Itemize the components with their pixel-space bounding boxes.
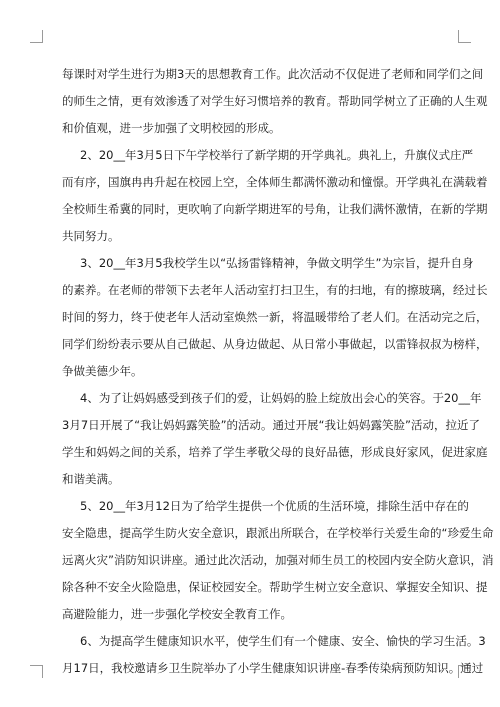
paragraph-5-line-4: 除各种不安全火险隐患，保证校园安全。帮助学生树立安全意识、掌握安全知识、提: [62, 580, 488, 594]
paragraph-4-line-2: 3月7日开展了“我让妈妈露笑脸”的活动。通过开展“我让妈妈露笑脸”活动，拉近了: [62, 418, 480, 432]
paragraph-3-line-1: 3、20__年3月5我校学生以“弘扬雷锋精神，争做文明学生”为宗旨，提升自身: [80, 256, 474, 270]
paragraph-4-line-4: 和谐美满。: [62, 472, 120, 486]
paragraph-3-line-2: 的素养。在老师的带领下去老年人活动室打扫卫生，有的扫地，有的擦玻璃，经过长: [62, 283, 488, 297]
paragraph-1-line-1: 每课时对学生进行为期3天的思想教育工作。此次活动不仅促进了老师和同学们之间: [62, 67, 484, 81]
paragraph-1-line-3: 和价值观，进一步加强了文明校园的形成。: [62, 121, 281, 135]
crop-mark-top-left: [30, 30, 43, 43]
paragraph-4-line-1: 4、为了让妈妈感受到孩子们的爱，让妈妈的脸上绽放出会心的笑容。于20__年: [80, 391, 482, 405]
paragraph-2-line-4: 共同努力。: [62, 229, 120, 243]
crop-mark-top-right: [458, 30, 471, 43]
paragraph-6-line-2: 月17日，我校邀请乡卫生院举办了小学生健康知识讲座-春季传染病预防知识。通过: [62, 661, 484, 675]
paragraph-3-line-3: 时间的努力，终于使老年人活动室焕然一新，将温暖带给了老人们。在活动完之后，: [62, 310, 488, 324]
crop-mark-bottom-left: [30, 665, 43, 678]
paragraph-5-line-5: 高避险能力，进一步强化学校安全教育工作。: [62, 607, 292, 621]
paragraph-1-line-2: 的师生之情，更有效渗透了对学生好习惯培养的教育。帮助同学树立了正确的人生观: [62, 94, 488, 108]
paragraph-5-line-3: 远离火灾”消防知识讲座。通过此次活动，加强对师生员工的校园内安全防火意识，消: [62, 553, 494, 567]
paragraph-5-line-1: 5、20__年3月12日为了给学生提供一个优质的生活环境，排除生活中存在的: [80, 499, 469, 513]
paragraph-3-line-4: 同学们纷纷表示要从自己做起、从身边做起、从日常小事做起，以雷锋叔叔为榜样，: [62, 337, 488, 351]
paragraph-5-line-2: 安全隐患，提高学生防火安全意识，跟派出所联合，在学校举行关爱生命的“珍爱生命: [62, 526, 494, 540]
paragraph-6-line-1: 6、为提高学生健康知识水平，使学生们有一个健康、安全、愉快的学习生活。3: [80, 634, 486, 648]
paragraph-2-line-1: 2、20__年3月5日下午学校举行了新学期的开学典礼。典礼上，升旗仪式庄严: [80, 148, 474, 162]
paragraph-2-line-2: 而有序，国旗冉冉升起在校园上空，全体师生都满怀激动和憧憬。开学典礼在满载着: [62, 175, 488, 189]
paragraph-4-line-3: 学生和妈妈之间的关系，培养了学生孝敬父母的良好品德，形成良好家风，促进家庭: [62, 445, 488, 459]
paragraph-3-line-5: 争做美德少年。: [62, 364, 143, 378]
paragraph-2-line-3: 全校师生希冀的同时，更吹响了向新学期进军的号角，让我们满怀激情，在新的学期: [62, 202, 488, 216]
